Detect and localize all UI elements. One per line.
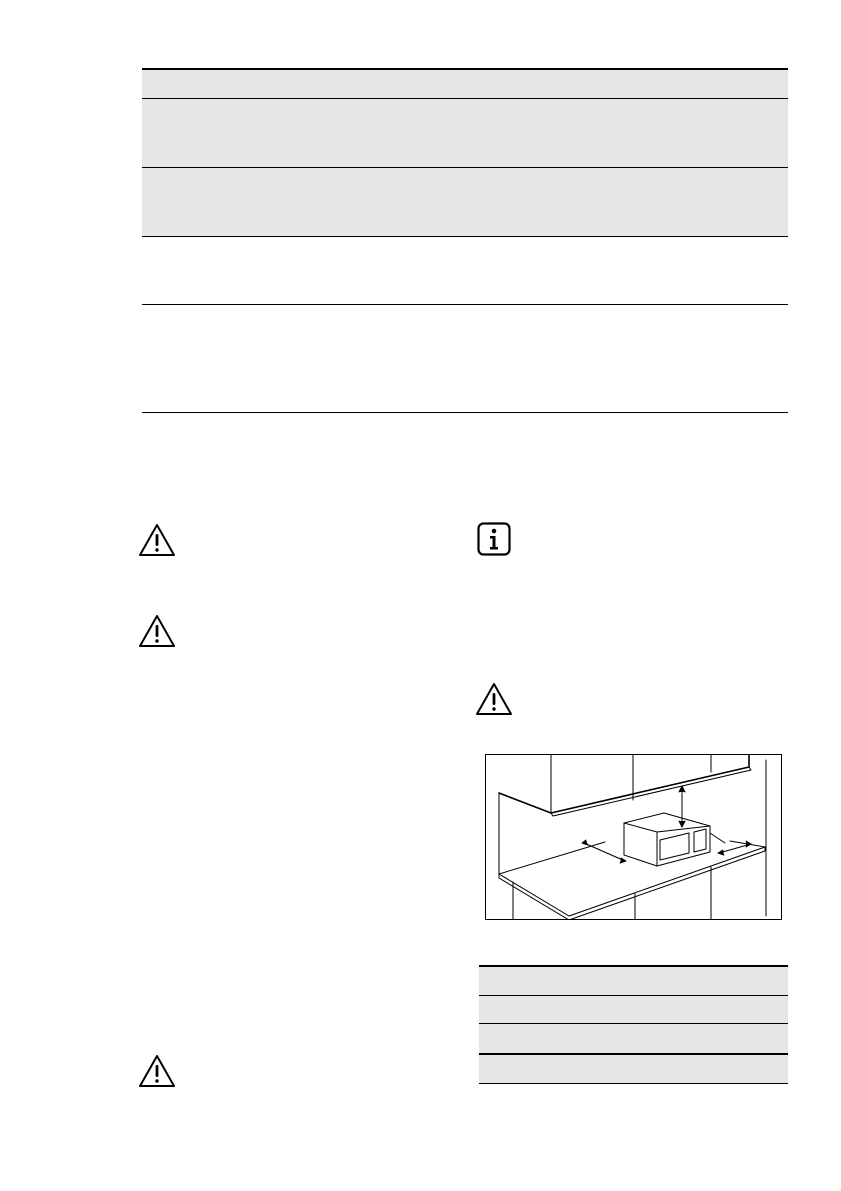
table-rule <box>142 304 788 305</box>
info-icon <box>477 522 511 556</box>
table-header-row <box>479 967 788 995</box>
table-row <box>479 1055 788 1083</box>
table-row <box>479 1024 788 1053</box>
warning-triangle-icon <box>138 1054 176 1088</box>
table-bottom-rule <box>479 1083 788 1084</box>
table-bottom-rule <box>142 412 788 413</box>
specification-table <box>142 68 788 414</box>
installation-clearance-figure <box>485 754 782 920</box>
microwave-clearance-diagram <box>485 754 782 920</box>
clearance-table <box>479 965 788 1085</box>
warning-triangle-icon <box>138 523 176 557</box>
table-header-row <box>142 70 788 98</box>
table-row <box>142 99 788 167</box>
table-row <box>142 168 788 236</box>
warning-triangle-icon <box>138 614 176 648</box>
warning-triangle-icon <box>475 682 513 716</box>
table-rule <box>142 236 788 237</box>
table-row <box>479 996 788 1023</box>
